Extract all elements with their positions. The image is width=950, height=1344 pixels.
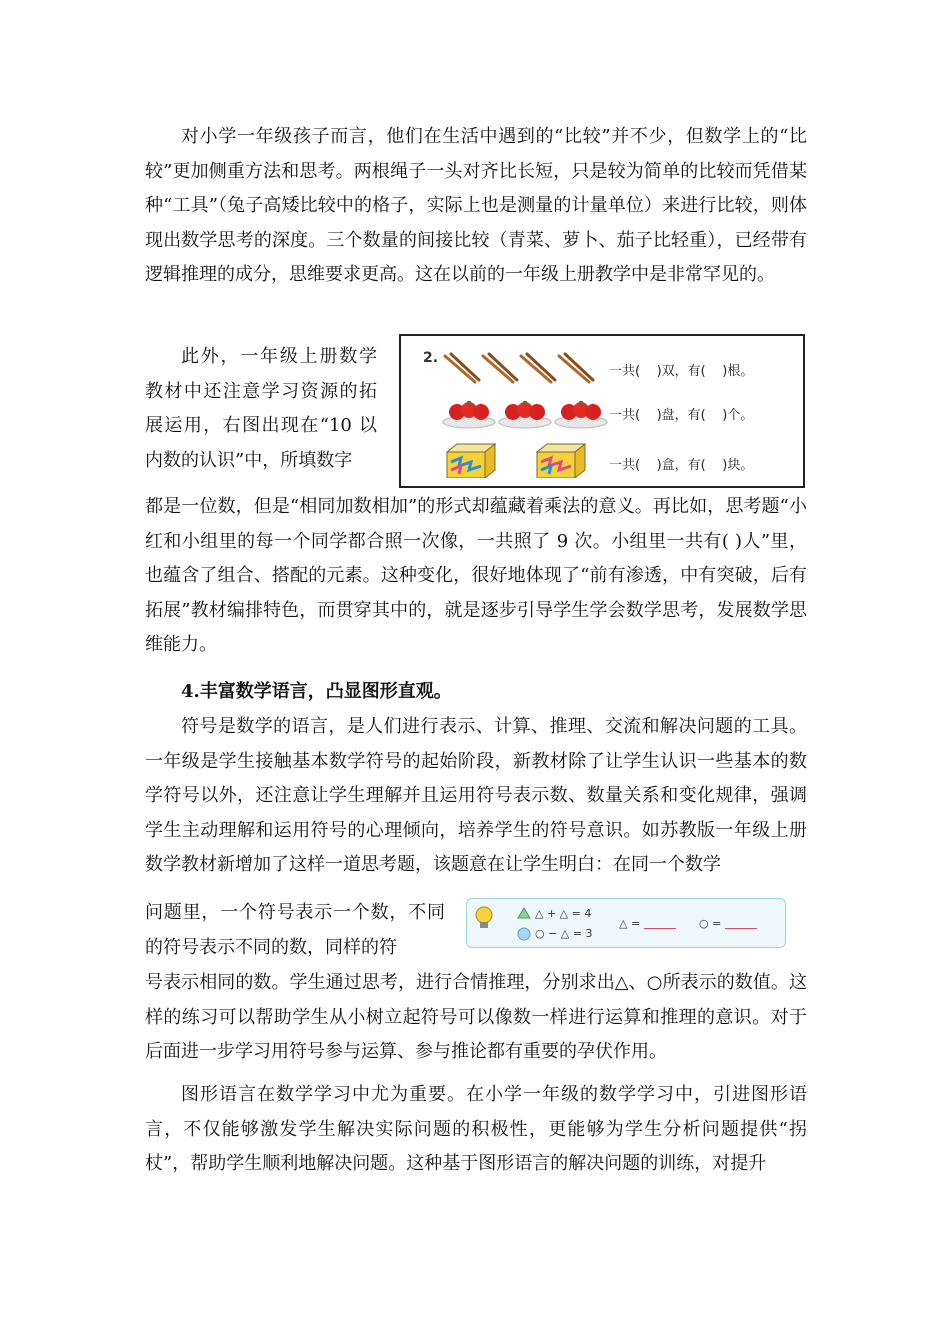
textbook-exercise-figure: [399, 334, 805, 488]
treat-boxes-icon: [441, 438, 611, 478]
triangle-icon: [517, 907, 531, 919]
paragraph-symbols: 符号是数学的语言，是人们进行表示、计算、推理、交流和解决问题的工具。一年级是学生接触基本数学符号的起始阶段，新教材除了让学生认识一些基本的数学符号以外，还注意让学生理解并且运用符号表示数、数量关系和变化规律，强调学生主动理解和运用符号的心理倾向，培养学生的符号意识。如苏教版一年级上册数学教材新增加了这样一道思考题，该题意在让学生明白：在同一个数学: [145, 716, 807, 875]
lightbulb-icon: [473, 905, 495, 931]
equation-2: ○ − △ = 3: [535, 927, 593, 940]
paragraph-graphic-language: 图形语言在数学学习中尤为重要。在小学一年级的数学学习中，引进图形语言，不仅能够激发学生解决实际问题的积极性，更能够为学生分析问题提供“拐杖”，帮助学生顺利地解决问题。这种基于图形语言的解决问题的训练，对提升: [145, 1084, 807, 1174]
paragraph-comparison: 对小学一年级孩子而言，他们在生活中遇到的“比较”并不少，但数学上的“比较”更加侧重方法和思考。两根绳子一头对齐比长短，只是较为简单的比较而凭借某种“工具”（兔子高矮比较中的格子，实际上也是测量的计量单位）来进行比较，则体现出数学思考的深度。三个数量的间接比较（青菜、萝卜、茄子比轻重），已经带有逻辑推理的成分，思维要求更高。这在以前的一年级上册教学中是非常罕见的。: [145, 126, 807, 285]
exercise-row-2: 一共( )盘，有( )个。: [609, 408, 754, 423]
circle-answer: ○ =: [699, 917, 757, 930]
exercise-row-1: 一共( )双，有( )根。: [609, 364, 754, 379]
exercise-row-3: 一共( )盒，有( )块。: [609, 458, 754, 473]
symbol-puzzle-figure: [466, 898, 786, 948]
chopsticks-icon: [441, 350, 601, 390]
exercise-number: 2.: [423, 350, 439, 366]
tomato-plates-icon: [441, 392, 611, 432]
circle-icon: [517, 927, 531, 941]
paragraph-symbols-continued: 号表示相同的数。学生通过思考，进行合情推理，分别求出△、○所表示的数值。这样的练习可以帮助学生从小树立起符号可以像数一样进行运算和推理的意识。对于后面进一步学习用符号参与运算、参与推论都有重要的孕伏作用。: [145, 972, 807, 1062]
paragraph-resources-continued: 都是一位数，但是“相同加数相加”的形式却蕴藏着乘法的意义。再比如，思考题“小红和小组里的每一个同学都合照一次像，一共照了 9 次。小组里一共有( )人”里，也蕴含了组合、搭配的元素。这种变化，很好地体现了“前有渗透，中有突破，后有拓展”教材编排特色，而贯穿其中的，就是逐步引导学生学会数学思考，发展数学思维能力。: [145, 496, 807, 655]
equation-1: △ + △ = 4: [535, 907, 592, 920]
paragraph-resources-intro: 此外，一年级上册数学教材中还注意学习资源的拓展运用，右图出现在“10 以内数的认识”中，所填数字: [145, 346, 377, 471]
section-heading-4: 4.丰富数学语言，凸显图形直观。: [181, 681, 452, 702]
paragraph-symbols-wrap: 问题里，一个符号表示一个数，不同的符号表示不同的数，同样的符: [145, 902, 445, 958]
triangle-answer: △ =: [619, 917, 676, 930]
